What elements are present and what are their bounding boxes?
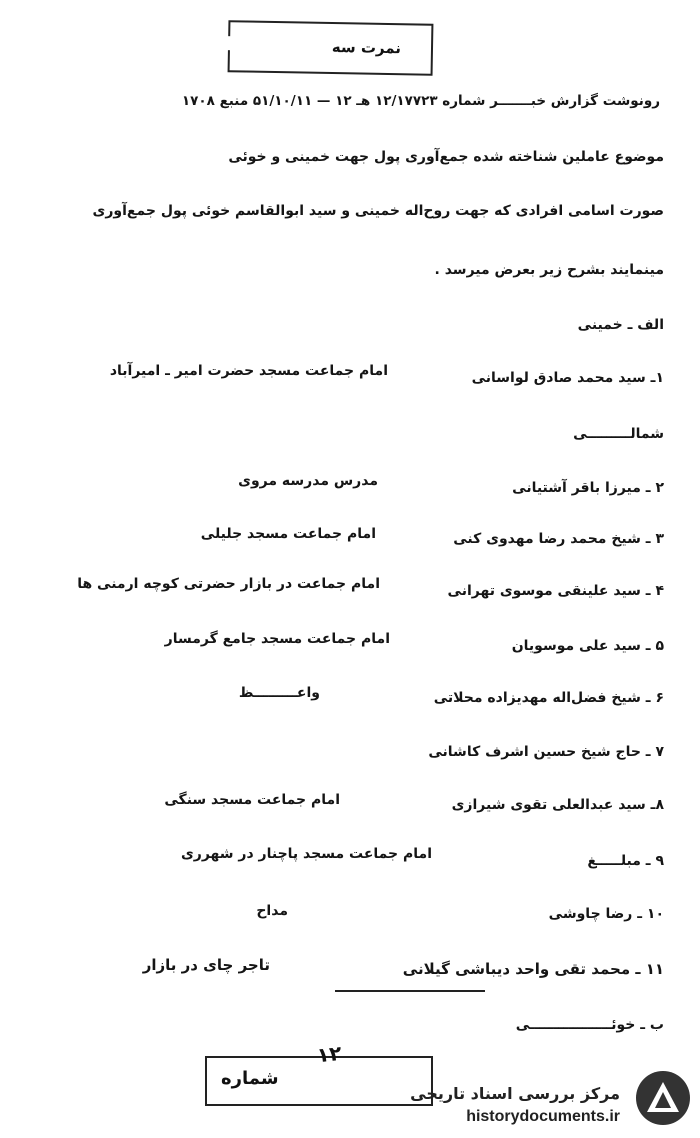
item-11-role: تاجر چای در بازار	[142, 956, 270, 974]
item-8-role: امام جماعت مسجد سنگی	[164, 792, 340, 808]
item-10-role: مداح	[256, 903, 288, 919]
watermark-name: مرکز بررسی اسناد تاریخی	[410, 1084, 620, 1103]
bottom-stamp-handwriting: ۱۲	[315, 1040, 343, 1068]
item-5-role: امام جماعت مسجد جامع گرمسار	[164, 631, 390, 647]
bottom-stamp-box	[205, 1040, 433, 1106]
item-3-name: ۳ ـ شیخ محمد رضا مهدوی کنی	[453, 531, 664, 547]
item-10-name: ۱۰ ـ رضا چاوشی	[548, 906, 664, 922]
item-9-role: امام جماعت مسجد پاچنار در شهرری	[180, 846, 432, 862]
section-b-heading: ب ـ خوئـــــــــــــــــی	[515, 1017, 664, 1033]
intro-line-2: مینمایند بشرح زیر بعرض میرسد .	[434, 262, 664, 278]
item-6-role: واعـــــــــظ	[238, 685, 320, 701]
item-11-name: ۱۱ ـ محمد تقی واحد دیباشی گیلانی	[402, 960, 664, 978]
item-1-continuation: شمالـــــــــی	[573, 426, 664, 442]
handwritten-underline	[335, 990, 485, 992]
item-9-name: ۹ ـ مبلـــــغ	[587, 853, 664, 869]
archive-logo-icon	[633, 1068, 693, 1128]
item-3-role: امام جماعت مسجد جلیلی	[200, 526, 376, 542]
item-1-name: ۱ـ سید محمد صادق لواسانی	[471, 370, 664, 386]
item-1-role: امام جماعت مسجد حضرت امیر ـ امیرآباد	[109, 363, 388, 379]
subject-line: موضوع عاملین شناخته شده جمع‌آوری پول جهت خمینی و خوئی	[228, 149, 664, 165]
item-4-role: امام جماعت در بازار حضرتی کوچه ارمنی ها	[77, 576, 380, 592]
item-7-name: ۷ ـ حاج شیخ حسین اشرف کاشانی	[428, 744, 664, 760]
watermark-url: historydocuments.ir	[466, 1108, 620, 1125]
item-2-name: ۲ ـ میرزا باقر آشتیانی	[512, 480, 664, 496]
item-5-name: ۵ ـ سید علی موسویان	[511, 638, 664, 654]
item-2-role: مدرس مدرسه مروی	[238, 473, 378, 489]
intro-line-1: صورت اسامی افرادی که جهت روح‌اله خمینی و سید ابوالقاسم خوئی پول جمع‌آوری	[92, 203, 664, 219]
bottom-stamp-text: شماره	[221, 1068, 279, 1089]
section-a-heading: الف ـ خمینی	[577, 317, 664, 333]
item-8-name: ۸ـ سید عبدالعلی تقوی شیرازی	[451, 797, 664, 813]
report-header: رونوشت گزارش خبـــــــر شماره ۱۲/۱۷۷۲۳ هـ ۱۲ — ۵۱/۱۰/۱۱ منبع ۱۷۰۸	[181, 93, 660, 109]
item-6-name: ۶ ـ شیخ فضل‌اله مهدیزاده محلاتی	[433, 690, 664, 706]
item-4-name: ۴ ـ سید علینقی موسوی تهرانی	[447, 583, 664, 599]
top-stamp-text: نمرت سه	[331, 38, 402, 58]
top-stamp-box	[228, 20, 434, 76]
